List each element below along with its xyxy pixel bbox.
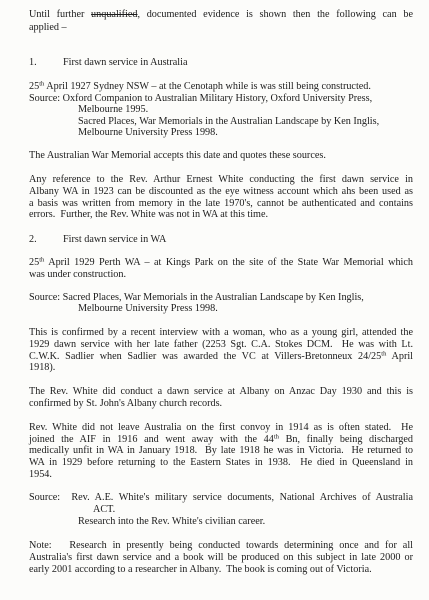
ordinal-superscript: th	[39, 80, 45, 88]
event-line	[29, 257, 413, 269]
paragraph-line	[29, 351, 413, 363]
intro-text: , documented evidence is shown then the following can be	[137, 9, 413, 20]
source-label: Source:	[29, 93, 63, 104]
paragraph-line: This is confirmed by a recent interview with a woman, who as a young girl, attended the	[29, 327, 413, 338]
source-text: Sacred Places, War Memorials in the Australian Landscape by Ken Inglis,	[62, 292, 364, 303]
paragraph-line: a basis was written from memory in the late 1970's, cannot be authenticated and contains	[29, 198, 413, 209]
paragraph-line: Any reference to the Rev. Arthur Ernest White conducting the first dawn service in	[29, 174, 413, 185]
note-line	[29, 540, 413, 552]
intro-line: applied –	[29, 22, 67, 33]
source-line: Research into the Rev. White's civilian career.	[78, 516, 266, 527]
note-label: Note:	[29, 540, 70, 551]
paragraph-text: April	[386, 351, 413, 362]
ordinal-superscript: th	[381, 350, 387, 358]
note-line: early 2001 according to a researcher in Albany. The book is coming out of Victoria.	[29, 564, 372, 575]
ordinal-superscript: th	[273, 433, 279, 441]
paragraph-text: joined the AIF in 1916 and went away with the 44	[29, 434, 274, 445]
intro-line	[29, 9, 413, 21]
paragraph-text: Bn, finally being discharged	[278, 434, 413, 445]
source-label: Source:	[29, 492, 72, 503]
note-line: Australia's first dawn service and a book will be produced on this subject in late 2000 or	[29, 552, 413, 563]
intro-text: Until further	[29, 9, 92, 20]
struck-word: unqualified	[91, 9, 138, 20]
paragraph-line: WA in 1929 before returning to the Eastern States in 1938. He died in Queensland in	[29, 457, 413, 468]
source-text: Oxford Companion to Australian Military History, Oxford University Press,	[62, 93, 373, 104]
event-day: 25	[29, 81, 40, 92]
source-text: Rev. A.E. White's military service documents, National Archives of Australia	[71, 492, 413, 503]
paragraph-line: 1918).	[29, 362, 56, 373]
paragraph-line: errors. Further, the Rev. White was not in WA at this time.	[29, 209, 269, 220]
event-day: 25	[29, 257, 40, 268]
event-text: April 1927 Sydney NSW – at the Cenotaph while is was still being constructed.	[44, 81, 371, 92]
paragraph-line: medically unfit in WA in January 1918. By late 1918 he was in Victoria. He returned to	[29, 445, 413, 456]
section-heading: First dawn service in WA	[63, 234, 167, 245]
source-line: Melbourne 1995.	[78, 104, 149, 115]
paragraph-line: The Rev. White did conduct a dawn service at Albany on Anzac Day 1930 and this is	[29, 386, 413, 397]
paragraph-line: Rev. White did not leave Australia on the first convoy in 1914 as is often stated. He	[29, 422, 413, 433]
paragraph-text: C.W.K. Sadlier when Sadlier was awarded the VC at Villers-Bretonneux 24/25	[29, 351, 382, 362]
source-line: Melbourne University Press 1998.	[78, 127, 218, 138]
section-number: 1.	[29, 57, 37, 68]
source-line: Sacred Places, War Memorials in the Australian Landscape by Ken Inglis,	[78, 116, 380, 127]
source-line: ACT.	[93, 504, 116, 515]
source-line: Melbourne University Press 1998.	[78, 303, 218, 314]
ordinal-superscript: th	[39, 256, 45, 264]
event-line: was under construction.	[29, 269, 127, 280]
section-number: 2.	[29, 234, 37, 245]
paragraph-line: confirmed by St. John's Albany church records.	[29, 398, 223, 409]
paragraph-line: Albany WA in 1923 can be discounted as the eye witness account which ahs been used as	[29, 186, 413, 197]
paragraph-line: 1954.	[29, 469, 52, 480]
event-line	[29, 81, 371, 93]
section-heading: First dawn service in Australia	[63, 57, 188, 68]
source-line	[29, 492, 413, 504]
note-text: Research in presently being conducted towards determining once and for all	[69, 540, 413, 551]
paragraph-line: 1929 dawn service with her late father (2253 Sgt. C.A. Stokes DCM. He was with Lt.	[29, 339, 413, 350]
source-label: Source:	[29, 292, 63, 303]
event-text: April 1929 Perth WA – at Kings Park on the site of the State War Memorial which	[44, 257, 413, 268]
paragraph-line: The Australian War Memorial accepts this date and quotes these sources.	[29, 150, 326, 161]
